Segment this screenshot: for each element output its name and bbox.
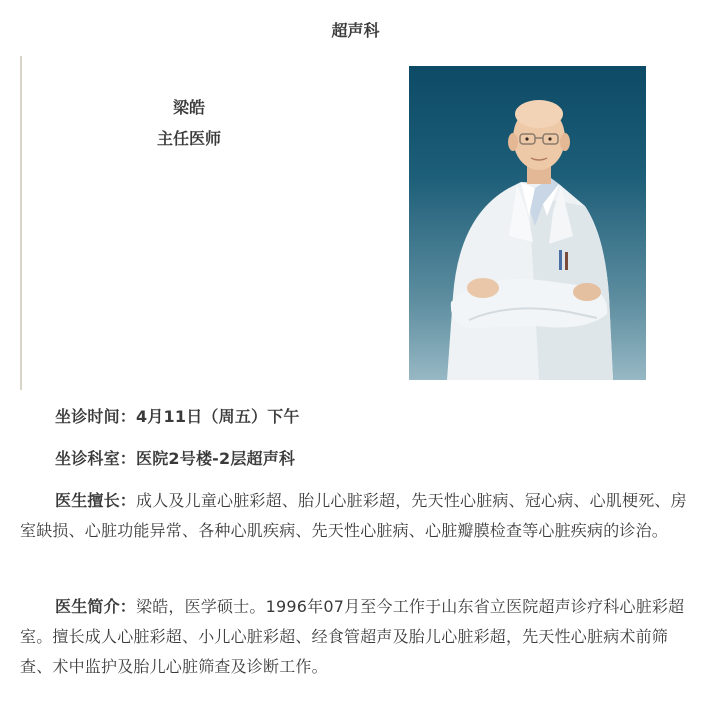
- specialty-label: 医生擅长：: [55, 491, 137, 510]
- specialty-text: 成人及儿童心脏彩超、胎儿心脏彩超，先天性心脏病、冠心病、心肌梗死、房室缺损、心脏功能异常、各种心肌疾病、先天性心脏病、心脏瓣膜检查等心脏疾病的诊治。: [20, 491, 687, 540]
- doctor-profile-card: [20, 56, 680, 390]
- introduction-paragraph: [20, 592, 696, 682]
- department-title: 超声科: [331, 21, 380, 40]
- introduction-label: 医生简介：: [55, 597, 137, 616]
- doctor-title: 主任医师: [156, 129, 221, 148]
- schedule-time-label: 坐诊时间：: [55, 407, 137, 426]
- schedule-time-value: 4月11日（周五）下午: [136, 407, 300, 426]
- schedule-room-value: 医院2号楼-2层超声科: [136, 449, 296, 468]
- schedule-room-label: 坐诊科室：: [55, 449, 137, 468]
- specialty-paragraph: [20, 486, 696, 546]
- doctor-photo: [409, 66, 646, 380]
- doctor-name: 梁皓: [172, 98, 205, 117]
- doctor-portrait-icon: [409, 66, 646, 380]
- schedule-room: [20, 444, 711, 474]
- schedule-time: [20, 402, 711, 432]
- introduction-text: 梁皓，医学硕士。1996年07月至今工作于山东省立医院超声诊疗科心脏彩超室。擅长成人心脏彩超、小儿心脏彩超、经食管超声及胎儿心脏彩超，先天性心脏病术前筛查、术中监护及胎儿心脏筛查及诊断工作。: [20, 597, 685, 676]
- doctor-name-block: [22, 92, 356, 154]
